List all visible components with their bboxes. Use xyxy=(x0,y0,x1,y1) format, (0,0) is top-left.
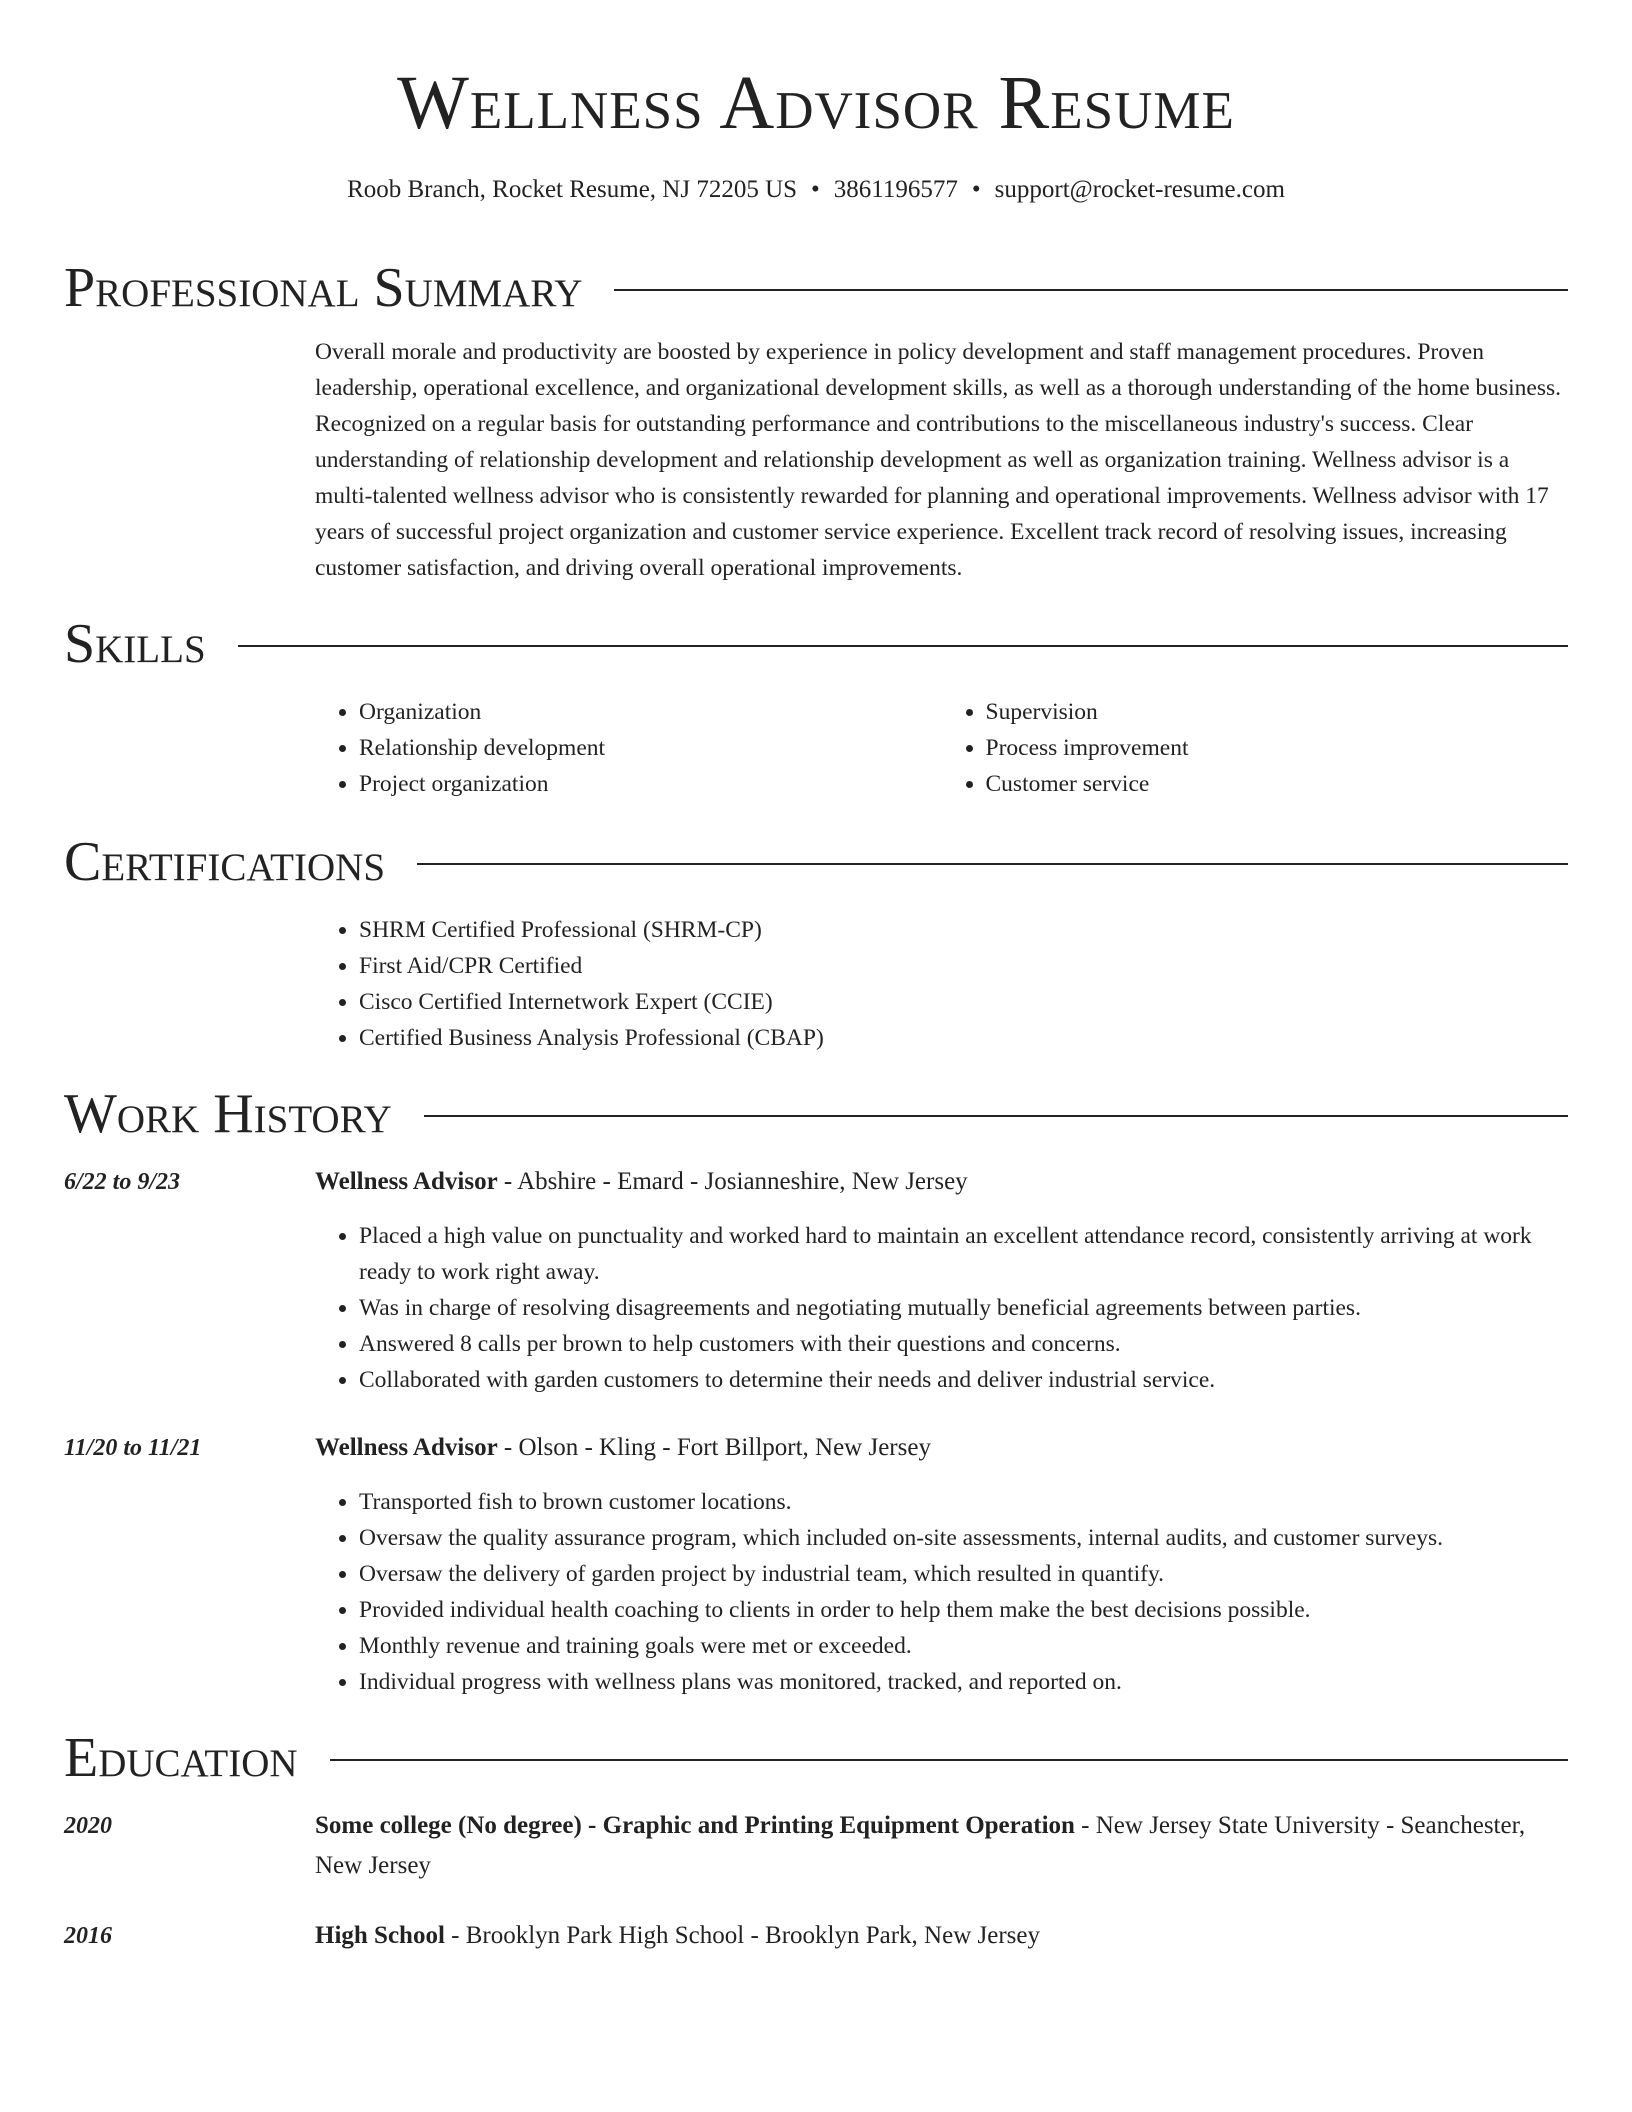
section-divider xyxy=(614,289,1568,291)
education-degree: High School xyxy=(315,1922,445,1949)
education-degree: Some college (No degree) - Graphic and Printing Equipment Operation xyxy=(315,1812,1075,1839)
contact-phone: 3861196577 xyxy=(833,176,958,203)
skill-item: • Organization xyxy=(359,694,942,730)
education-year: 2016 xyxy=(64,1923,112,1949)
skill-item: • Customer service xyxy=(986,766,1569,802)
contact-separator: • xyxy=(971,176,981,203)
education-heading: Education xyxy=(64,1727,298,1789)
summary-body xyxy=(315,334,1568,586)
skills-section-header xyxy=(64,612,1568,676)
education-year: 2020 xyxy=(64,1813,112,1839)
job-bullet: • Placed a high value on punctuality and worked hard to maintain an excellent attendance record, consistently arriving at work ready to work right away. xyxy=(359,1218,1568,1290)
summary-section-header xyxy=(64,256,1568,320)
job-bullet: • Individual progress with wellness plans was monitored, tracked, and reported on. xyxy=(359,1664,1568,1700)
skills-heading: Skills xyxy=(64,613,206,675)
job-bullet: • Answered 8 calls per brown to help customers with their questions and concerns. xyxy=(359,1326,1568,1362)
skills-list-right xyxy=(942,694,1569,802)
summary-heading: Professional Summary xyxy=(64,257,583,319)
section-divider xyxy=(330,1759,1568,1761)
resume-title: Wellness Advisor Resume xyxy=(397,61,1235,145)
education-entry xyxy=(315,1916,1568,1956)
contact-line xyxy=(64,172,1568,208)
contact-address: Roob Branch, Rocket Resume, NJ 72205 US xyxy=(347,176,798,203)
work-heading: Work History xyxy=(64,1083,392,1145)
job-title: Wellness Advisor xyxy=(315,1168,498,1195)
job-entry xyxy=(315,1430,1568,1700)
job-bullets xyxy=(315,1218,1568,1398)
job-title-line xyxy=(315,1430,1568,1466)
job-dates: 6/22 to 9/23 xyxy=(64,1169,181,1195)
skills-grid xyxy=(315,694,1568,802)
contact-separator: • xyxy=(811,176,820,203)
job-bullet: • Collaborated with garden customers to determine their needs and deliver industrial service. xyxy=(359,1362,1568,1398)
summary-text: Overall morale and productivity are boosted by experience in policy development and staff management procedures. Proven leadership, operational excellence, and organizational development skills, as well as a thorough understanding of the home business. Recognized on a regular basis for outstanding performance and contributions to the miscellaneous industry's success. Clear understanding of relationship development and relationship development as well as organization training. Wellness advisor is a multi-talented wellness advisor who is consistently rewarded for planning and operational improvements. Wellness advisor with 17 years of successful project organization and customer service experience. Excellent track record of resolving issues, increasing customer satisfaction, and driving overall operational improvements. xyxy=(315,339,1562,581)
education-details: - New Jersey State University - Seanchester, New Jersey xyxy=(315,1812,1526,1879)
work-section-header xyxy=(64,1082,1568,1146)
section-divider xyxy=(417,863,1568,865)
job-details: - Abshire - Emard - Josianneshire, New Jersey xyxy=(497,1168,968,1195)
job-title: Wellness Advisor xyxy=(315,1434,498,1461)
section-divider xyxy=(424,1115,1568,1117)
certification-item: • Certified Business Analysis Professional (CBAP) xyxy=(359,1020,1568,1056)
job-entry xyxy=(315,1164,1568,1398)
education-entry xyxy=(315,1806,1568,1886)
skill-item: • Supervision xyxy=(986,694,1569,730)
certifications-heading: Certifications xyxy=(64,831,386,893)
education-section-header xyxy=(64,1726,1568,1790)
skill-item: • Process improvement xyxy=(986,730,1569,766)
job-bullet: • Oversaw the quality assurance program, which included on-site assessments, internal audits, and customer surveys. xyxy=(359,1520,1568,1556)
education-details: - Brooklyn Park High School - Brooklyn Park, New Jersey xyxy=(444,1922,1040,1949)
job-title-line xyxy=(315,1164,1568,1200)
job-bullets xyxy=(315,1484,1568,1700)
certification-item: • SHRM Certified Professional (SHRM-CP) xyxy=(359,912,1568,948)
skills-list-left xyxy=(315,694,942,802)
job-bullet: • Monthly revenue and training goals were met or exceeded. xyxy=(359,1628,1568,1664)
certifications-list xyxy=(315,912,1568,1056)
skill-item: • Project organization xyxy=(359,766,942,802)
section-divider xyxy=(238,645,1568,647)
contact-email[interactable]: support@rocket-resume.com xyxy=(994,176,1285,203)
education-line xyxy=(315,1916,1568,1956)
certifications-section-header xyxy=(64,830,1568,894)
certification-item: • First Aid/CPR Certified xyxy=(359,948,1568,984)
job-bullet: • Provided individual health coaching to clients in order to help them make the best decisions possible. xyxy=(359,1592,1568,1628)
certifications-body xyxy=(315,912,1568,1056)
job-bullet: • Transported fish to brown customer locations. xyxy=(359,1484,1568,1520)
job-details: - Olson - Kling - Fort Billport, New Jersey xyxy=(497,1434,931,1461)
education-line xyxy=(315,1806,1568,1886)
job-bullet: • Oversaw the delivery of garden project by industrial team, which resulted in quantify. xyxy=(359,1556,1568,1592)
certification-item: • Cisco Certified Internetwork Expert (CCIE) xyxy=(359,984,1568,1020)
skill-item: • Relationship development xyxy=(359,730,942,766)
job-dates: 11/20 to 11/21 xyxy=(64,1435,202,1461)
job-bullet: • Was in charge of resolving disagreements and negotiating mutually beneficial agreements between parties. xyxy=(359,1290,1568,1326)
skills-body xyxy=(315,694,1568,802)
